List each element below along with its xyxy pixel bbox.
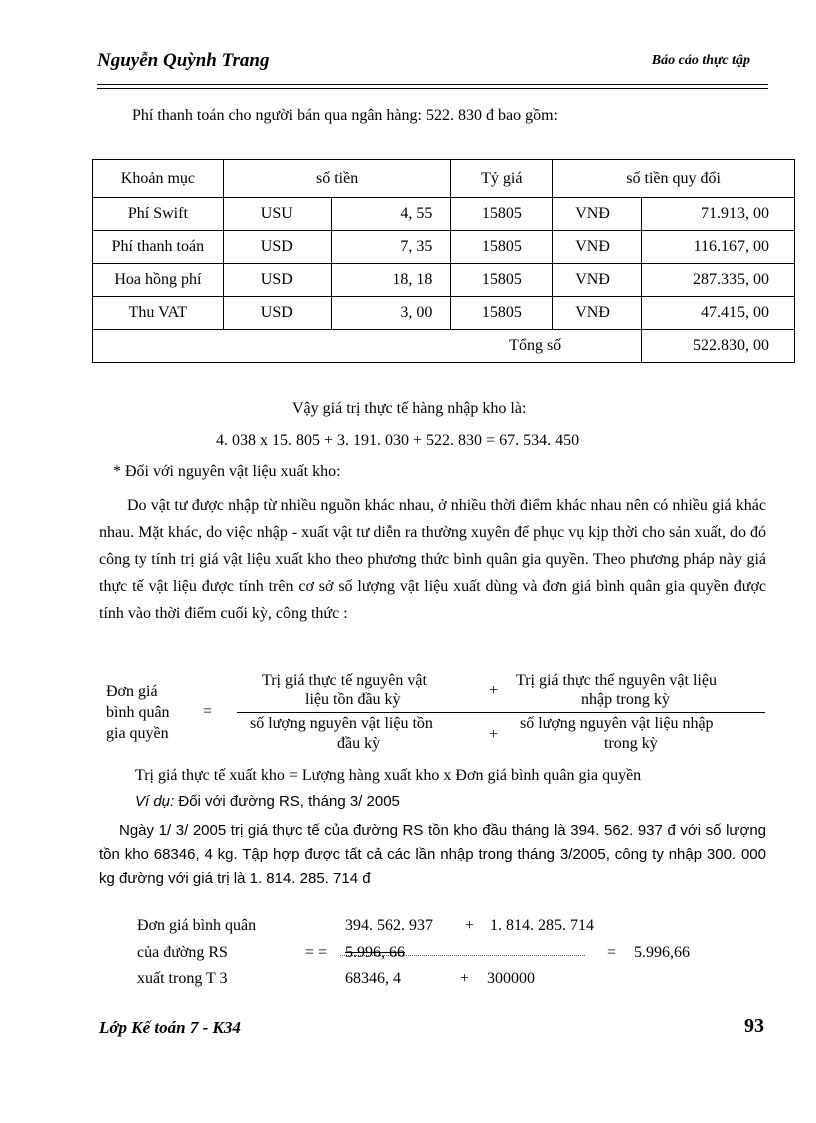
calc-eq-left: = = xyxy=(305,944,328,961)
example-line xyxy=(135,793,400,810)
table-row xyxy=(93,231,795,264)
formula-lhs-line3: gia quyền xyxy=(106,725,169,742)
table-row xyxy=(93,198,795,231)
calc-den-b: 300000 xyxy=(487,970,535,987)
header-rule-bottom xyxy=(97,88,768,89)
cell-rate: 15805 xyxy=(451,264,553,297)
formula-num-right-2: nhập trong kỳ xyxy=(581,691,670,708)
calc-eq-right: = xyxy=(607,944,617,961)
actual-value-title: Vậy giá trị thực tế hàng nhập kho là: xyxy=(292,400,527,417)
formula-lhs-line1: Đơn giá xyxy=(106,683,158,700)
export-heading: * Đối với nguyên vật liệu xuất kho: xyxy=(113,463,341,480)
example-paragraph xyxy=(99,819,766,891)
formula-den-plus: + xyxy=(489,726,499,743)
formula-den-right-2: trong kỳ xyxy=(604,735,658,752)
calc-label-1: Đơn giá bình quân xyxy=(137,917,257,934)
formula-den-right-1: số lượng nguyên vật liệu nhập xyxy=(520,715,714,732)
formula-equals: = xyxy=(203,703,213,720)
export-paragraph xyxy=(99,492,766,627)
calc-result: 5.996,66 xyxy=(634,944,690,961)
cell-rate: 15805 xyxy=(451,198,553,231)
header-report-title: Báo cáo thực tập xyxy=(651,53,750,68)
calc-den-plus: + xyxy=(460,970,470,987)
fee-table xyxy=(92,159,795,363)
cell-item: Phí Swift xyxy=(93,198,224,231)
formula-num-left-1: Trị giá thực tế nguyên vật xyxy=(262,672,427,689)
header-rule-top xyxy=(97,84,768,85)
formula-num-plus: + xyxy=(489,682,499,699)
header-rate: Tỷ giá xyxy=(451,160,553,198)
calc-num-b: 1. 814. 285. 714 xyxy=(490,917,594,934)
calc-num-plus: + xyxy=(465,917,475,934)
cell-currency: USD xyxy=(223,231,331,264)
cell-amount: 18, 18 xyxy=(331,264,451,297)
intro-text: Phí thanh toán cho người bán qua ngân hàng: 522. 830 đ bao gồm: xyxy=(132,107,558,124)
cell-unit: VNĐ xyxy=(553,231,642,264)
header-converted: số tiền quy đổi xyxy=(553,160,795,198)
cell-item: Phí thanh toán xyxy=(93,231,224,264)
cell-unit: VNĐ xyxy=(553,297,642,330)
header-amount: số tiền xyxy=(223,160,451,198)
formula-lhs-line2: bình quân xyxy=(106,704,170,721)
formula-den-left-1: số lượng nguyên vật liệu tồn xyxy=(250,715,433,732)
footer-page-number: 93 xyxy=(744,1015,764,1037)
example-text: Đối với đường RS, tháng 3/ 2005 xyxy=(174,793,400,810)
formula-den-left-2: đầu kỳ xyxy=(337,735,381,752)
cell-currency: USD xyxy=(223,297,331,330)
example-paragraph-text: Ngày 1/ 3/ 2005 trị giá thực tế của đường RS tồn kho đầu tháng là 394. 562. 937 đ với số lượng tồn kho 68346, 4 kg. Tập hợp được tất cả các lần nhập trong tháng 3/2005, công ty nhập 300. 000 kg đường với giá trị là 1. 814. 285. 714 đ xyxy=(99,822,766,887)
actual-value-formula: 4. 038 x 15. 805 + 3. 191. 030 + 522. 830 = 67. 534. 450 xyxy=(216,432,580,449)
cell-converted: 47.415, 00 xyxy=(642,297,795,330)
cell-currency: USU xyxy=(223,198,331,231)
header-author: Nguyễn Quỳnh Trang xyxy=(97,50,270,71)
cell-converted: 71.913, 00 xyxy=(642,198,795,231)
table-row xyxy=(93,264,795,297)
calc-num-a: 394. 562. 937 xyxy=(345,917,433,934)
export-formula: Trị giá thực tế xuất kho = Lượng hàng xuất kho x Đơn giá bình quân gia quyền xyxy=(135,767,642,784)
export-paragraph-text: Do vật tư được nhập từ nhiều nguồn khác nhau, ở nhiều thời điểm khác nhau nên có nhiều giá khác nhau. Mặt khác, do việc nhập - xuất vật tư diễn ra thường xuyên để phục vụ kịp thời cho sản xuất, do đó công ty tính trị giá vật liệu xuất kho theo phương thức bình quân gia quyền. Theo phương pháp này giá thực tế vật liệu được tính trên cơ sở số lượng vật liệu xuất dùng và đơn giá bình quân gia quyền được tính vào thời điểm cuối kỳ, công thức : xyxy=(99,497,766,622)
cell-amount: 7, 35 xyxy=(331,231,451,264)
cell-converted: 116.167, 00 xyxy=(642,231,795,264)
table-total-row xyxy=(93,330,795,363)
cell-currency: USD xyxy=(223,264,331,297)
formula-num-left-2: liệu tồn đầu kỳ xyxy=(305,691,401,708)
formula-fraction-bar xyxy=(237,712,765,713)
calc-den-a: 68346, 4 xyxy=(345,970,401,987)
cell-amount: 4, 55 xyxy=(331,198,451,231)
header-item: Khoản mục xyxy=(93,160,224,198)
cell-item: Hoa hồng phí xyxy=(93,264,224,297)
footer-class: Lớp Kế toán 7 - K34 xyxy=(99,1018,241,1037)
cell-unit: VNĐ xyxy=(553,264,642,297)
formula-num-right-1: Trị giá thực thế nguyên vật liệu xyxy=(516,672,717,689)
cell-converted: 287.335, 00 xyxy=(642,264,795,297)
total-value: 522.830, 00 xyxy=(642,330,795,363)
calc-mid-value: 5.996, 66 xyxy=(345,944,405,961)
table-header-row xyxy=(93,160,795,198)
cell-item: Thu VAT xyxy=(93,297,224,330)
total-label: Tổng số xyxy=(93,330,642,363)
calc-label-3: xuất trong T 3 xyxy=(137,970,228,987)
cell-rate: 15805 xyxy=(451,231,553,264)
calc-label-2: của đường RS xyxy=(137,944,228,961)
cell-unit: VNĐ xyxy=(553,198,642,231)
example-label: Ví dụ: xyxy=(135,793,175,810)
cell-amount: 3, 00 xyxy=(331,297,451,330)
cell-rate: 15805 xyxy=(451,297,553,330)
table-row xyxy=(93,297,795,330)
